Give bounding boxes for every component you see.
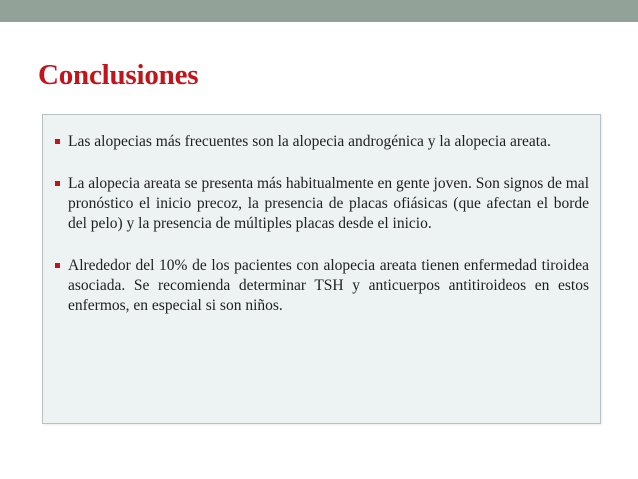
content-box — [42, 114, 601, 424]
bullet-text: Alrededor del 10% de los pacientes con alopecia areata tienen enfermedad tiroidea asociada. Se recomienda determinar TSH y anticuerpos antitiroideos en estos enfermos, en especial si son niños. — [68, 257, 589, 314]
bullet-text: La alopecia areata se presenta más habitualmente en gente joven. Son signos de mal pronóstico el inicio precoz, la presencia de placas ofiásicas (que afectan el borde del pelo) y la presencia de múltiples placas desde el inicio. — [68, 175, 589, 232]
square-bullet-icon — [55, 263, 60, 268]
bullet-item — [55, 132, 589, 152]
slide-title: Conclusiones — [38, 59, 199, 91]
top-accent-band — [0, 0, 638, 22]
bullet-list — [55, 132, 589, 316]
bullet-text: Las alopecias más frecuentes son la alopecia androgénica y la alopecia areata. — [68, 133, 551, 150]
bullet-item — [55, 174, 589, 234]
square-bullet-icon — [55, 181, 60, 186]
bullet-item — [55, 256, 589, 316]
square-bullet-icon — [55, 139, 60, 144]
